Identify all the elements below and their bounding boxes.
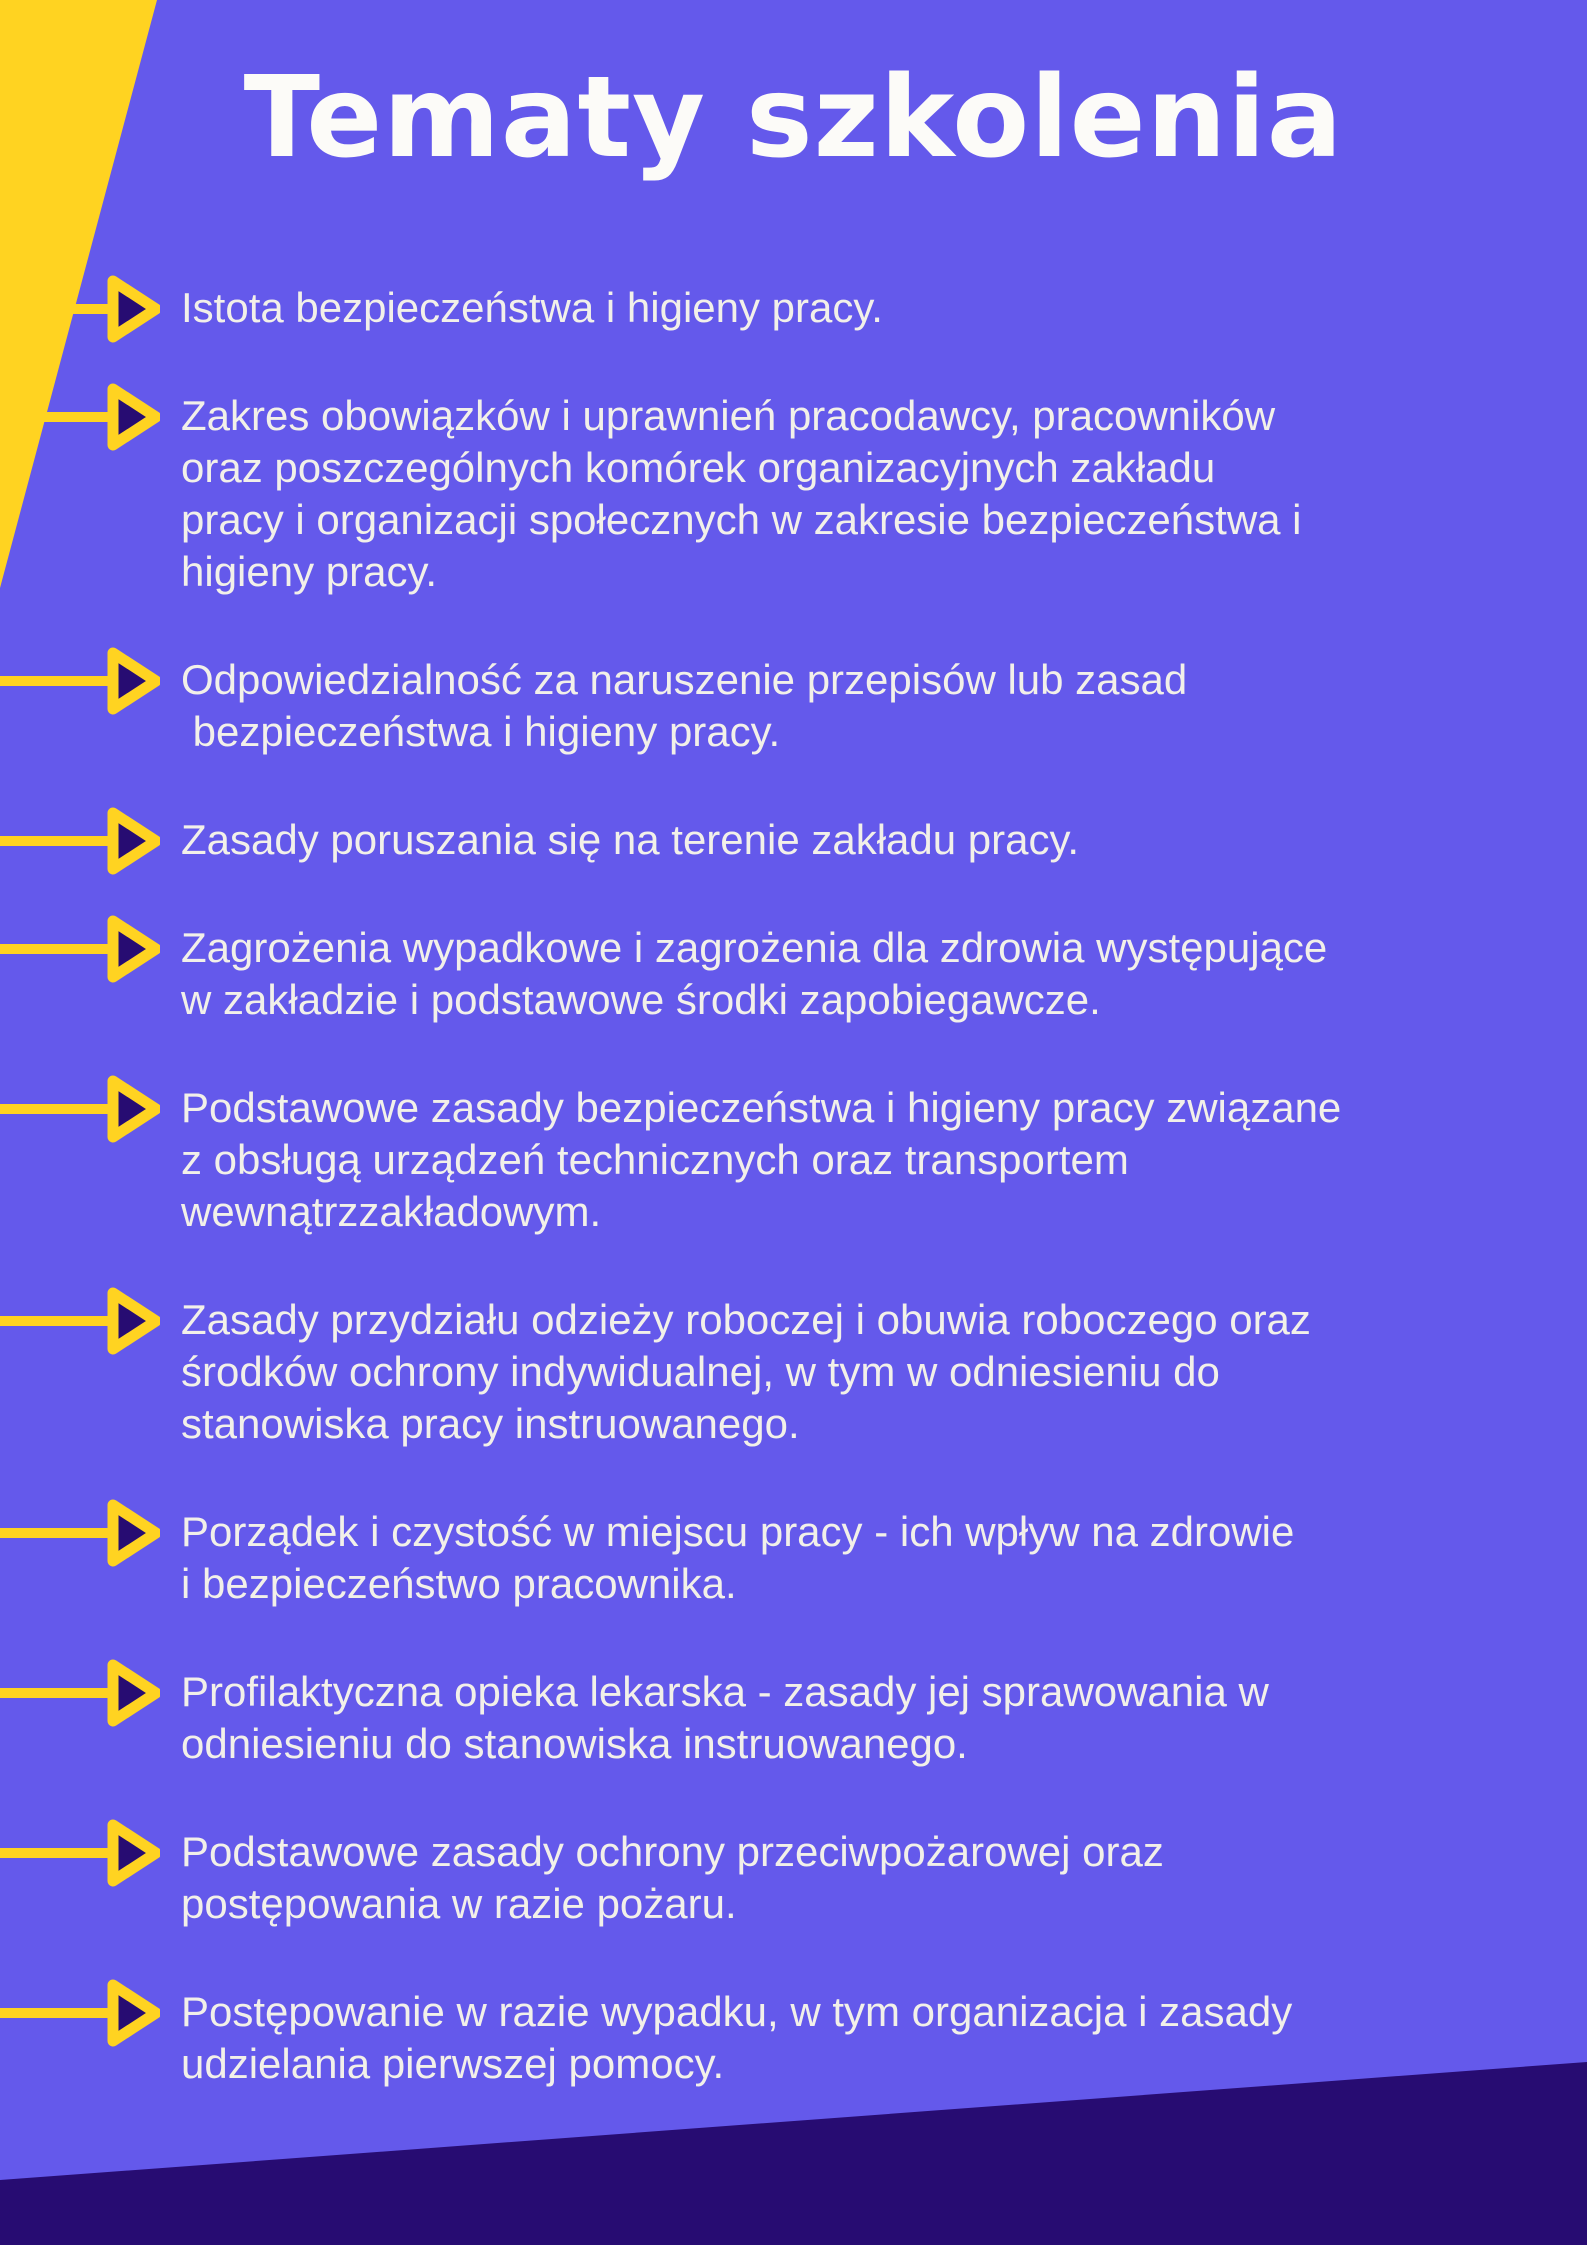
list-item-text	[181, 814, 1527, 866]
list-item-line: Podstawowe zasady ochrony przeciwpożarowej oraz	[181, 1828, 1164, 1875]
list-item-text	[181, 282, 1527, 334]
arrow-right-icon	[0, 1069, 160, 1149]
list-item-line: Postępowanie w razie wypadku, w tym organizacja i zasady	[181, 1988, 1293, 2035]
arrow-right-icon	[0, 1493, 160, 1573]
topics-list	[0, 282, 1587, 2090]
arrow-right-icon	[0, 1281, 160, 1361]
arrow-right-icon	[0, 909, 160, 989]
list-item	[0, 1294, 1587, 1450]
list-item-text	[181, 654, 1527, 758]
list-item-text	[181, 1986, 1527, 2090]
list-item-line: Zasady poruszania się na terenie zakładu pracy.	[181, 816, 1080, 863]
arrow-right-icon	[0, 269, 160, 349]
list-item-line: Porządek i czystość w miejscu pracy - ich wpływ na zdrowie	[181, 1508, 1295, 1555]
arrow-right-icon	[0, 1653, 160, 1733]
list-item	[0, 654, 1587, 758]
list-item	[0, 1826, 1587, 1930]
list-item	[0, 922, 1587, 1026]
list-item-line: wewnątrzzakładowym.	[181, 1188, 602, 1235]
list-item-line: z obsługą urządzeń technicznych oraz transportem	[181, 1136, 1129, 1183]
list-item-line: stanowiska pracy instruowanego.	[181, 1400, 800, 1447]
list-item-line: Zagrożenia wypadkowe i zagrożenia dla zdrowia występujące	[181, 924, 1328, 971]
list-item-line: Zasady przydziału odzieży roboczej i obuwia roboczego oraz	[181, 1296, 1311, 1343]
list-item-text	[181, 1082, 1527, 1238]
list-item	[0, 1666, 1587, 1770]
list-item-text	[181, 1506, 1527, 1610]
list-item	[0, 814, 1587, 866]
list-item-line: Zakres obowiązków i uprawnień pracodawcy, pracowników	[181, 392, 1276, 439]
list-item-line: Istota bezpieczeństwa i higieny pracy.	[181, 284, 883, 331]
arrow-right-icon	[0, 641, 160, 721]
list-item-line: pracy i organizacji społecznych w zakresie bezpieczeństwa i	[181, 496, 1302, 543]
list-item	[0, 1082, 1587, 1238]
list-item-text	[181, 1294, 1527, 1450]
list-item-line: Podstawowe zasady bezpieczeństwa i higieny pracy związane	[181, 1084, 1342, 1131]
list-item-line: w zakładzie i podstawowe środki zapobiegawcze.	[181, 976, 1101, 1023]
arrow-right-icon	[0, 801, 160, 881]
list-item-line: oraz poszczególnych komórek organizacyjnych zakładu	[181, 444, 1216, 491]
page-title: Tematy szkolenia	[243, 53, 1344, 183]
list-item	[0, 390, 1587, 598]
list-item	[0, 282, 1587, 334]
list-item-text	[181, 1826, 1527, 1930]
arrow-right-icon	[0, 1973, 160, 2053]
list-item-line: udzielania pierwszej pomocy.	[181, 2040, 725, 2087]
list-item	[0, 1986, 1587, 2090]
list-item-text	[181, 390, 1527, 598]
arrow-right-icon	[0, 1813, 160, 1893]
arrow-right-icon	[0, 377, 160, 457]
list-item-line: Profilaktyczna opieka lekarska - zasady jej sprawowania w	[181, 1668, 1269, 1715]
list-item-line: środków ochrony indywidualnej, w tym w odniesieniu do	[181, 1348, 1220, 1395]
list-item-text	[181, 1666, 1527, 1770]
list-item	[0, 1506, 1587, 1610]
list-item-line: bezpieczeństwa i higieny pracy.	[181, 708, 781, 755]
list-item-text	[181, 922, 1527, 1026]
list-item-line: Odpowiedzialność za naruszenie przepisów lub zasad	[181, 656, 1188, 703]
list-item-line: odniesieniu do stanowiska instruowanego.	[181, 1720, 968, 1767]
list-item-line: higieny pracy.	[181, 548, 438, 595]
list-item-line: i bezpieczeństwo pracownika.	[181, 1560, 737, 1607]
list-item-line: postępowania w razie pożaru.	[181, 1880, 737, 1927]
